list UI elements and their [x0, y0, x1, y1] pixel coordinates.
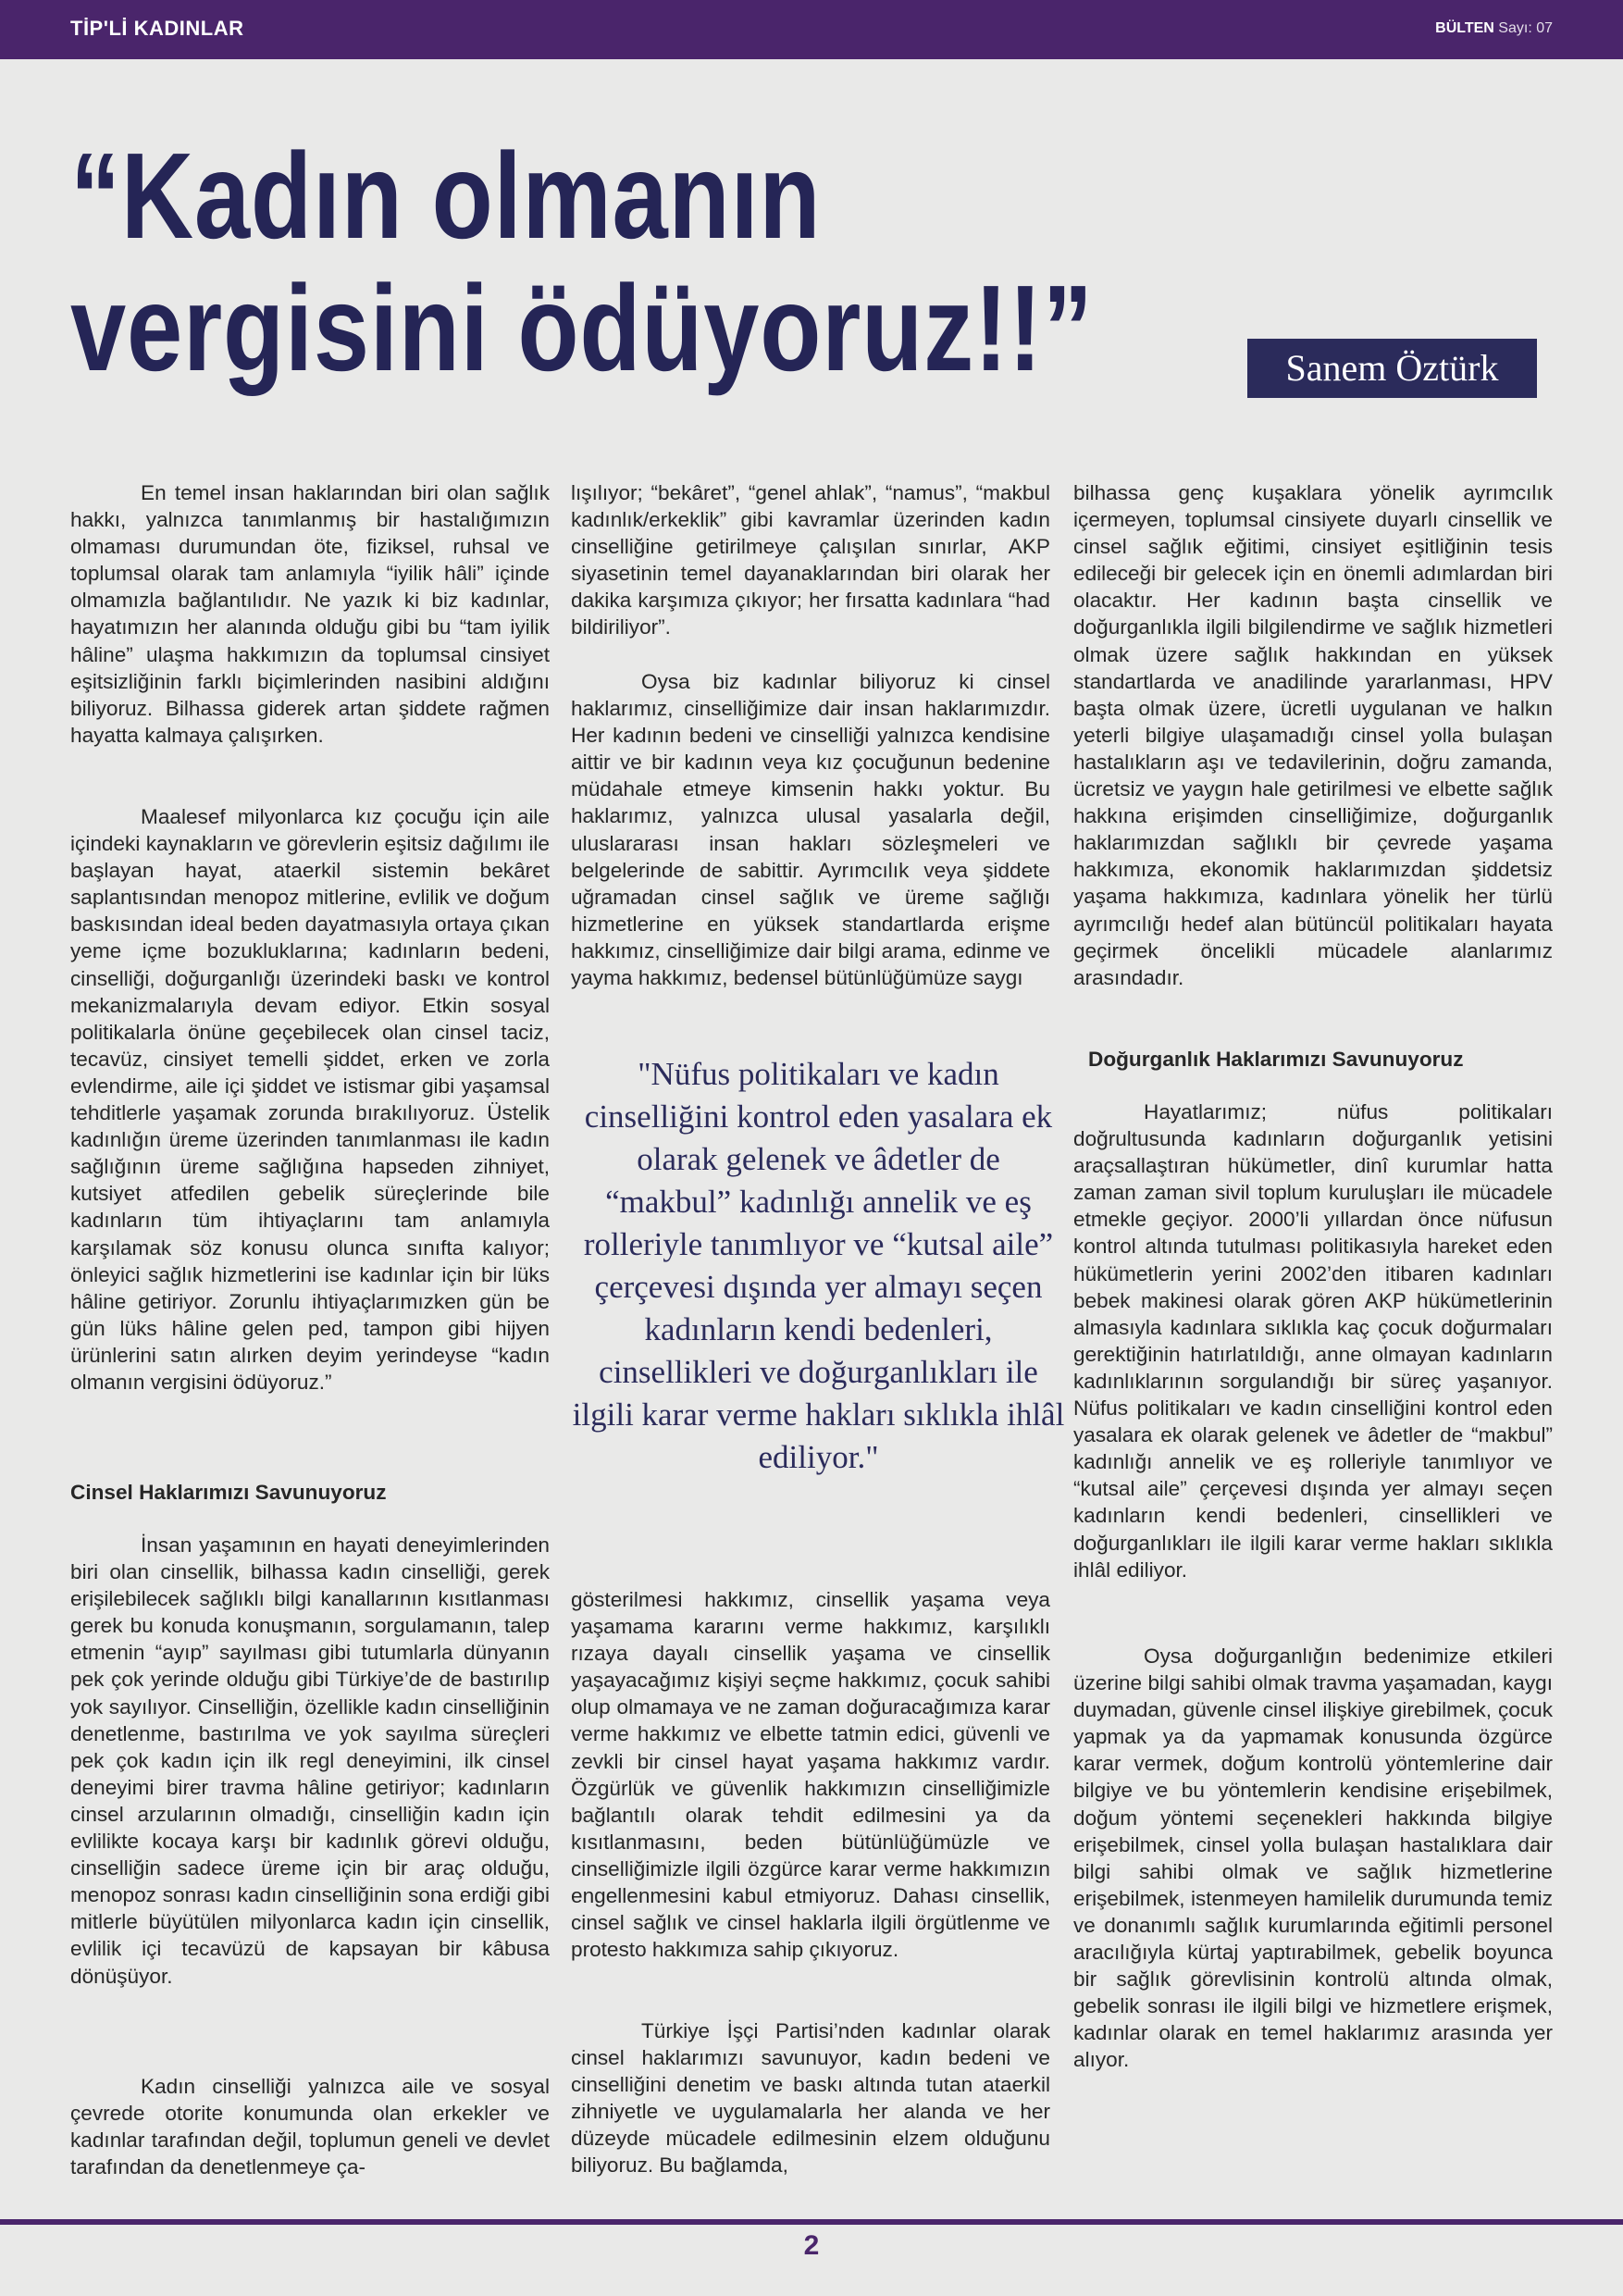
paragraph: Türkiye İşçi Partisi’nden kadınlar olarak cinsel haklarımızı savunuyor, kadın bedeni ve cinselliğini denetim ve baskı altında tutan ataerkil zihniyetle ve uygulamalarla her alanda ve her düzeyde mücadele edilmesinin elzem olduğunu biliyoruz. Bu bağlamda,: [571, 2019, 1050, 2178]
column-3-bottom: [1073, 1643, 1553, 2074]
section-heading: Cinsel Haklarımızı Savunuyoruz: [70, 1481, 387, 1504]
footer-divider: [0, 2219, 1623, 2225]
article-title: [70, 130, 1094, 394]
publication-name: BÜLTEN: [1435, 20, 1494, 36]
paragraph: Kadın cinselliği yalnızca aile ve sosyal çevrede otorite konumunda olan erkekler ve kadınlar tarafından değil, toplumun geneli ve devlet tarafından da denetlenmeye ça-: [70, 2075, 550, 2179]
paragraph: bilhassa genç kuşaklara yönelik ayrımcılık içermeyen, toplumsal cinsiyete duyarlı cinsellik ve cinsel sağlık eğitimi, cinsiyet eşitliğinin tesis edileceği bir gelecek için en önemli adımlardan biri olacaktır. Her kadının başta cinsellik ve doğurganlıkla ilgili bilgilendirme ve sağlık hizmetleri olmak üzere sağlık hakkından en yüksek standartlarda ve anadilinde yararlanması, HPV başta olmak üzere, ücretli uygulanan ve halkın yeterli bilgiye ulaşamadığı cinsel yolla bulaşan hastalıkların aşı ve tedavilerinin, doğru zamanda, ücretsiz ve yaygın hale getirilmesi ve elbette sağlık hakkına erişimden cinselliğimize, doğurganlık haklarımızdan sağlıklı bir çevrede yaşama hakkımıza, ekonomik haklarımızdan şiddetsiz yaşama hakkımıza, kadınlara yönelik her türlü ayrımcılığı hedef alan bütüncül politikaları hayata geçirmek öncelikli mücadele alanlarımız arasındadır.: [1073, 481, 1553, 989]
header-bar: [0, 0, 1623, 59]
paragraph: Oysa biz kadınlar biliyoruz ki cinsel haklarımız, cinselliğimize dair insan haklarımızdır. Her kadının bedeni ve cinselliği yalnızca kendisine aittir ve bir kadının veya kız çocuğunun bedenine müdahale etmeye kimsenin hakkı yoktur. Bu haklarımız, yalnızca ulusal yasalarla değil, uluslararası insan hakları sözleşmeleri ve belgelerinde de sabittir. Ayrımcılık veya şiddete uğramadan cinsel sağlık ve üreme sağlığı hizmetlerine en yüksek standartlarda erişme hakkımız, cinselliğimize dair bilgi arama, edinme ve yayma hakkımız, bedensel bütünlüğümüze saygı: [571, 670, 1050, 990]
column-2-top: [571, 479, 1050, 641]
issue-number: Sayı: 07: [1498, 20, 1553, 36]
paragraph: Maalesef milyonlarca kız çocuğu için aile içindeki kaynakların ve görevlerin eşitsiz dağılımı ile başlayan hayat, ataerkil sistemin bekâret saplantısından menopoz mitlerine, evlilik ve doğum baskısından ideal beden dayatmasıyla ortaya çıkan yeme içme bozukluklarına; kadınların bedeni, cinselliği, doğurganlığı üzerindeki baskı ve kontrol mekanizmalarıyla devam ediyor. Etkin sosyal politikalarla önüne geçebilecek olan cinsel taciz, tecavüz, cinsiyet temelli şiddet, erken ve zorla evlendirme, aile içi şiddet ve istismar gibi yaşamsal tehditlerle yaşamak zorunda bırakılıyoruz. Üstelik kadınlığın üreme üzerinden tanımlanması ile kadın sağlığının üreme sağlığına hapseden zihniyet, kutsiyet atfedilen gebelik süreçlerinde bile kadınların tüm ihtiyaçlarını tam anlamıyla karşılamak söz konusu olunca sınıfta kalıyor; önleyici sağlık hizmetlerini ise kadınlar için bir lüks hâline getiriyor. Zorunlu ihtiyaçlarımızken gün be gün lüks hâline gelen ped, tampon gibi hijyen ürünlerini satın alırken deyim yerindeyse “kadın olmanın vergisini ödüyoruz.”: [70, 805, 550, 1394]
column-2-lower: [571, 1586, 1050, 1963]
column-2-mid: [571, 668, 1050, 991]
column-1-lower: [70, 1532, 550, 1990]
author-badge: Sanem Öztürk: [1247, 339, 1537, 398]
section-heading: Doğurganlık Haklarımızı Savunuyoruz: [1088, 1048, 1464, 1071]
column-3-section: [1073, 1046, 1553, 1073]
issue-info: [1435, 20, 1553, 37]
pull-quote: "Nüfus politikaları ve kadın cinselliğini kontrol eden yasalara ek olarak gelenek ve âdetler de “makbul” kadınlığı annelik ve eş rolleriyle tanımlıyor ve “kutsal aile” çerçevesi dışında yer almayı seçen kadınların kendi bedenleri, cinsellikleri ve doğurganlıkları ile ilgili karar verme hakları sıklıkla ihlâl ediliyor.": [572, 1056, 1065, 1475]
section-label: TİP'Lİ KADINLAR: [70, 17, 244, 40]
paragraph: Hayatlarımız; nüfus politikaları doğrultusunda kadınların doğurganlık yetisini araçsallaştıran hükümetler, dinî kurumlar hatta zaman zaman sivil toplum kuruluşları ile mücadele etmekle geçiyor. 2000’li yıllardan önce nüfusun kontrol altında tutulması politikasıyla hareket eden hükümetlerin yerini 2002’den itibaren kadınları bebek makinesi olarak gören AKP hükümetlerinin almasıyla kadınlara sıklıkla kaç çocuk doğurmaları gerektiğinin hatırlatıldığı, anne olmayan kadınların kadınlıklarının sorgulandığı bir süreç yaşanıyor. Nüfus politikaları ve kadın cinselliğini kontrol eden yasalara ek olarak gelenek ve âdetler de “makbul” kadınlığı annelik ve eş rolleriyle tanımlıyor ve “kutsal aile” çerçevesi dışında yer almayı seçen kadınların kendi bedenleri, cinsellikleri ve doğurganlıkları ile ilgili karar verme hakları sıklıkla ihlâl ediliyor.: [1073, 1100, 1553, 1582]
column-1-mid: [70, 803, 550, 1396]
column-1-bottom: [70, 2073, 550, 2180]
column-1-section: [70, 1479, 550, 1506]
column-3-top: [1073, 479, 1553, 991]
paragraph: gösterilmesi hakkımız, cinsellik yaşama veya yaşamama kararını verme hakkımız, karşılıklı rızaya dayalı cinsellik yaşama ve cinsellik yaşayacağımız kişiyi seçme hakkımız, çocuk sahibi olup olmamaya ve ne zaman doğuracağımıza karar verme hakkımız ve elbette tatmin edici, güvenli ve zevkli bir cinsel hayat yaşama hakkımız vardır. Özgürlük ve güvenlik hakkımızın cinselliğimizle bağlantılı olarak tehdit edilmesini ya da kısıtlanmasını, beden bütünlüğümüzle ve cinselliğimizle ilgili özgürce karar verme hakkımızın engellenmesini kabul etmiyoruz. Dahası cinsellik, cinsel sağlık ve cinsel haklarla ilgili örgütlenme ve protesto hakkımıza sahip çıkıyoruz.: [571, 1588, 1050, 1962]
paragraph: Oysa doğurganlığın bedenimize etkileri üzerine bilgi sahibi olmak travma yaşamadan, kaygı duymadan, güvenle cinsel ilişkiye girebilmek, çocuk yapmak ya da yapmamak konusunda özgürce karar vermek, doğum kontrolü yöntemlerine dair bilgiye ve bu yöntemlerin kendisine erişebilmek, doğum yöntemi seçenekleri hakkında bilgiye erişebilmek, cinsel yolla bulaşan hastalıklara dair bilgi sahibi olmak ve sağlık hizmetlerine erişebilmek, istenmeyen hamilelik durumunda temiz ve donanımlı sağlık kurumlarında eğitimli personel aracılığıyla kürtaj yaptırabilmek, gebelik boyunca bir sağlık görevlisinin kontrolü altında olmak, gebelik sonrası ile ilgili bilgi ve hizmetlere erişmek, kadınlar olarak en temel haklarımız arasında yer alıyor.: [1073, 1644, 1553, 2072]
paragraph: En temel insan haklarından biri olan sağlık hakkı, yalnızca tanımlanmış bir hastalığımızın olmaması durumundan öte, fiziksel, ruhsal ve toplumsal olarak tam anlamıyla “iyilik hâli” içinde olmamızla bağlantılıdır. Ne yazık ki biz kadınlar, hayatımızın her alanında olduğu gibi bu “tam iyilik hâline” ulaşma hakkımızın da toplumsal cinsiyet eşitsizliğinin farklı biçimlerinden nasibini aldığını biliyoruz. Bilhassa giderek artan şiddete rağmen hayatta kalmaya çalışırken.: [70, 481, 550, 747]
column-1-top: [70, 479, 550, 749]
paragraph: lışılıyor; “bekâret”, “genel ahlak”, “namus”, “makbul kadınlık/erkeklik” gibi kavramlar üzerinden kadın cinselliğine getirilmeye çalışılan sınırlar, AKP siyasetinin temel dayanaklarından biri olarak her dakika karşımıza çıkıyor; her fırsatta kadınlara “had bildiriliyor”.: [571, 481, 1050, 639]
paragraph: İnsan yaşamının en hayati deneyimlerinden biri olan cinsellik, bilhassa kadın cinselliği, gerek erişilebilecek sağlıklı bilgi kanallarının kısıtlanması gerek bu konuda konuşmanın, sorgulamanın, talep etmenin “ayıp” sayılması gibi tutumlarla dünyanın pek çok yerinde olduğu gibi Türkiye’de de bastırılıp yok sayılıyor. Cinselliğin, özellikle kadın cinselliğinin denetlenme, bastırılma ve yok sayılma süreçleri pek çok kadın için ilk regl deneyimini, ilk cinsel deneyimi birer travma hâline getiriyor; kadınların cinsel arzularının olmadığı, cinselliğin kadın için evlilikte kocaya karşı bir kadınlık görevi olduğu, cinselliğin sadece üreme için bir araç olduğu, menopoz sonrası kadın cinselliğinin sona erdiği gibi mitlerle büyütülen milyonlarca kadın için cinsellik, evlilik içi tecavüzü de kapsayan bir kâbusa dönüşüyor.: [70, 1533, 550, 1988]
column-2-bottom: [571, 2017, 1050, 2179]
title-line-2: vergisini ödüyoruz!!”: [70, 260, 1094, 396]
column-3-mid: [1073, 1098, 1553, 1583]
page-number: 2: [803, 2230, 820, 2261]
title-line-1: “Kadın olmanın: [70, 128, 822, 264]
